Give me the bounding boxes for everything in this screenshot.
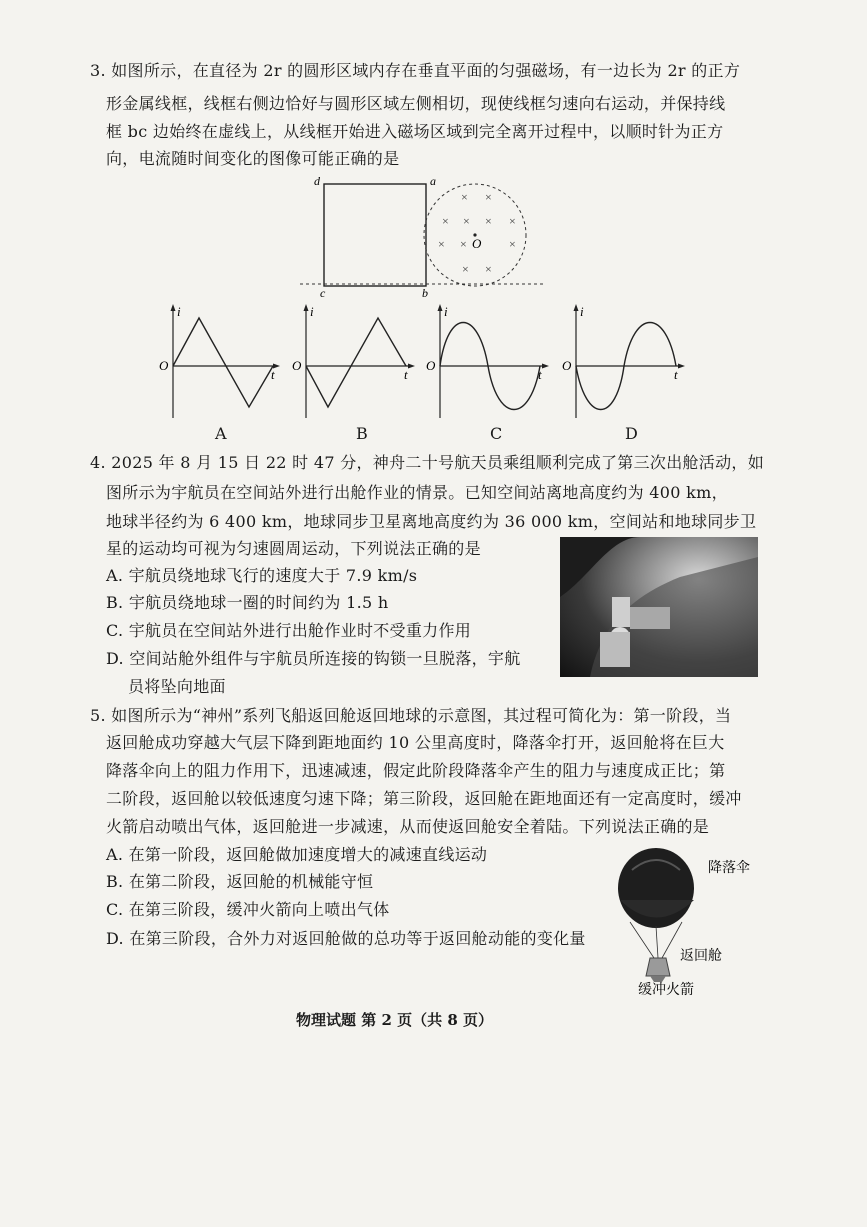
q5-line-4: 二阶段，返回舱以较低速度匀速下降；第三阶段，返回舱在距地面还有一定高度时，缓冲	[106, 789, 742, 808]
axis-t-b: t	[404, 367, 408, 382]
axis-i-b: i	[310, 304, 314, 319]
field-cross: ×	[442, 214, 449, 228]
field-cross: ×	[485, 214, 492, 228]
axis-t-d: t	[674, 367, 678, 382]
corner-b: b	[422, 286, 428, 300]
axis-i-c: i	[444, 304, 448, 319]
origin-b: O	[292, 358, 302, 373]
corner-a: a	[430, 174, 436, 188]
origin-a: O	[159, 358, 169, 373]
axis-t-a: t	[271, 367, 275, 382]
center-o: O	[472, 236, 482, 251]
origin-d: O	[562, 358, 572, 373]
q3-graph-b	[292, 300, 422, 425]
q3-line-2: 形金属线框，线框右侧边恰好与圆形区域左侧相切，现使线框匀速向右运动，并保持线	[106, 94, 726, 113]
q5-option-b: B. 在第二阶段，返回舱的机械能守恒	[106, 872, 374, 891]
field-cross: ×	[460, 237, 467, 251]
label-rocket: 缓冲火箭	[638, 983, 694, 998]
page-footer: 物理试题 第 2 页（共 8 页）	[296, 1011, 493, 1029]
q4-option-c: C. 宇航员在空间站外进行出舱作业时不受重力作用	[106, 621, 472, 640]
q4-line-4: 星的运动均可视为匀速圆周运动，下列说法正确的是	[106, 539, 481, 558]
axis-i-d: i	[580, 304, 584, 319]
q3-line-3: 框 bc 边始终在虚线上，从线框开始进入磁场区域到完全离开过程中，以顺时针为正方	[106, 122, 724, 141]
q5-line-5: 火箭启动喷出气体，返回舱进一步减速，从而使返回舱安全着陆。下列说法正确的是	[106, 817, 710, 836]
label-capsule: 返回舱	[680, 949, 722, 964]
q4-option-d-cont: 员将坠向地面	[128, 677, 226, 696]
field-cross: ×	[509, 237, 516, 251]
label-parachute: 降落伞	[708, 861, 750, 876]
q5-option-a: A. 在第一阶段，返回舱做加速度增大的减速直线运动	[106, 845, 488, 864]
q5-option-d: D. 在第三阶段，合外力对返回舱做的总功等于返回舱动能的变化量	[106, 929, 586, 948]
q4-option-d: D. 空间站舱外组件与宇航员所连接的钩锁一旦脱落，宇航	[106, 649, 521, 668]
q5-line-2: 返回舱成功穿越大气层下降到距地面约 10 公里高度时，降落伞打开，返回舱将在巨大	[106, 733, 725, 752]
graph-label-a: A	[215, 424, 227, 443]
q4-option-a: A. 宇航员绕地球飞行的速度大于 7.9 km/s	[106, 566, 418, 585]
q3-graph-d	[562, 300, 692, 425]
graph-label-d: D	[625, 424, 638, 443]
curve-a	[173, 318, 273, 407]
graph-label-b: B	[356, 424, 368, 443]
curve-b	[306, 318, 406, 407]
field-cross: ×	[485, 262, 492, 276]
q3-line-1: 3. 如图所示，在直径为 2r 的圆形区域内存在垂直平面的匀强磁场，有一边长为 2r 的正方	[90, 61, 741, 80]
q4-line-3: 地球半径约为 6 400 km，地球同步卫星离地高度约为 36 000 km，空间站和地球同步卫	[106, 512, 757, 531]
field-cross: ×	[462, 262, 469, 276]
field-cross: ×	[461, 190, 468, 204]
capsule-shape	[646, 958, 670, 976]
field-cross: ×	[509, 214, 516, 228]
origin-c: O	[426, 358, 436, 373]
q3-square-circle-figure	[300, 170, 560, 300]
field-cross: ×	[438, 237, 445, 251]
square-frame	[324, 184, 426, 286]
axis-i-a: i	[177, 304, 181, 319]
q5-option-c: C. 在第三阶段，缓冲火箭向上喷出气体	[106, 900, 390, 919]
corner-c: c	[320, 286, 326, 300]
q3-graph-a	[155, 300, 285, 425]
astronaut-photo	[560, 537, 758, 677]
axis-t-c: t	[538, 367, 542, 382]
parachute-figure	[610, 840, 770, 1000]
q3-line-4: 向，电流随时间变化的图像可能正确的是	[106, 149, 400, 168]
q4-line-2: 图所示为宇航员在空间站外进行出舱作业的情景。已知空间站离地高度约为 400 km，	[106, 483, 728, 502]
corner-d: d	[314, 174, 320, 188]
field-cross: ×	[485, 190, 492, 204]
graph-label-c: C	[490, 424, 503, 443]
q4-option-b: B. 宇航员绕地球一圈的时间约为 1.5 h	[106, 593, 389, 612]
q4-line-1: 4. 2025 年 8 月 15 日 22 时 47 分，神舟二十号航天员乘组顺利完成了第三次出舱活动，如	[90, 453, 765, 472]
q5-line-1: 5. 如图所示为“神州”系列飞船返回舱返回地球的示意图，其过程可简化为：第一阶段，当	[90, 706, 732, 725]
q3-graph-c	[426, 300, 556, 425]
q5-line-3: 降落伞向上的阻力作用下，迅速减速，假定此阶段降落伞产生的阻力与速度成正比；第	[106, 761, 726, 780]
field-cross: ×	[463, 214, 470, 228]
